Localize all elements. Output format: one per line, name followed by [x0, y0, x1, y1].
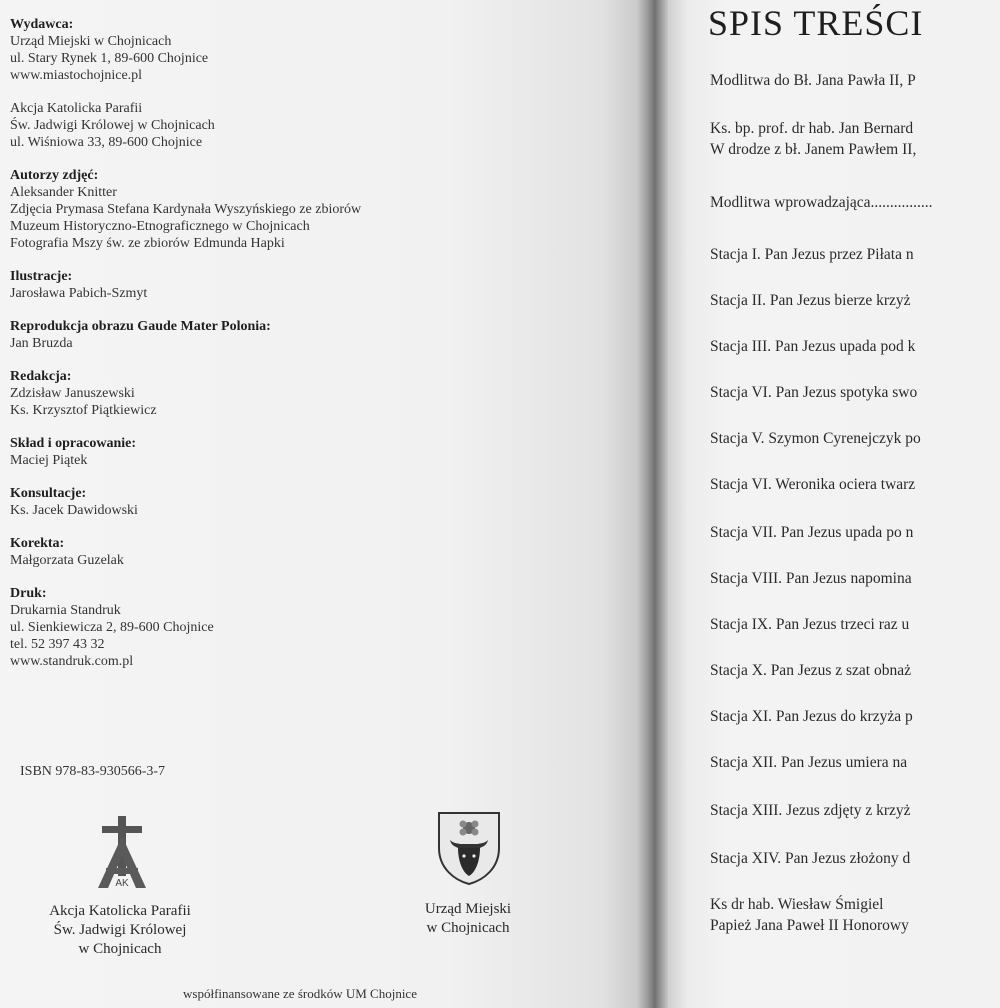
- credit-line: Maciej Piątek: [10, 453, 88, 468]
- toc-entry-line: Stacja V. Szymon Cyrenejczyk po: [710, 430, 921, 447]
- credit-heading: Reprodukcja obrazu Gaude Mater Polonia:: [10, 319, 271, 334]
- credit-heading: Korekta:: [10, 536, 65, 551]
- credit-line: Jan Bruzda: [10, 336, 73, 351]
- credit-line: www.miastochojnice.pl: [10, 68, 143, 83]
- credit-line: Muzeum Historyczno-Etnograficznego w Chojnicach: [10, 219, 310, 234]
- credit-line: Aleksander Knitter: [10, 185, 117, 200]
- credit-block: [10, 16, 610, 84]
- credit-line: ul. Wiśniowa 33, 89-600 Chojnice: [10, 135, 203, 150]
- toc-entry-line: Stacja X. Pan Jezus z szat obnaż: [710, 662, 912, 679]
- isbn: ISBN 978-83-930566-3-7: [20, 764, 166, 779]
- toc-entry: [710, 752, 907, 773]
- credit-line: Zdjęcia Prymasa Stefana Kardynała Wyszyńskiego ze zbiorów: [10, 202, 362, 217]
- credit-line: ul. Sienkiewicza 2, 89-600 Chojnice: [10, 620, 214, 635]
- toc-entry-line: Stacja VII. Pan Jezus upada po n: [710, 524, 914, 541]
- svg-text:AK: AK: [115, 878, 129, 889]
- toc-entry: [710, 522, 913, 543]
- toc-entry-line: Stacja I. Pan Jezus przez Piłata n: [710, 246, 914, 263]
- credit-block: [10, 585, 610, 670]
- akcja-katolicka-caption: [0, 902, 240, 959]
- toc-entry: [710, 660, 911, 681]
- credit-block: [10, 100, 610, 151]
- credit-line: Fotografia Mszy św. ze zbiorów Edmunda Hapki: [10, 236, 285, 251]
- credit-line: www.standruk.com.pl: [10, 654, 134, 669]
- toc-entry-line: Stacja XIV. Pan Jezus złożony d: [710, 850, 911, 867]
- toc-entry: [710, 894, 909, 936]
- toc-entry-line: Stacja II. Pan Jezus bierze krzyż: [710, 292, 911, 309]
- credit-heading: Autorzy zdjęć:: [10, 168, 99, 183]
- book-gutter: [636, 0, 670, 1008]
- toc-title: SPIS TREŚCI: [708, 3, 924, 43]
- toc-entry: [710, 336, 915, 357]
- toc-entry: [710, 118, 916, 160]
- toc-entry: [710, 474, 915, 495]
- toc-entry-line: Stacja VI. Pan Jezus spotyka swo: [710, 384, 918, 401]
- toc-entry-line: Modlitwa do Bł. Jana Pawła II, P: [710, 72, 916, 89]
- toc-entry-line: Stacja VI. Weronika ociera twarz: [710, 476, 916, 493]
- credit-line: Ks. Krzysztof Piątkiewicz: [10, 403, 157, 418]
- toc-entry-line: Ks dr hab. Wiesław Śmigiel: [710, 896, 884, 913]
- caption-line: w Chojnicach: [78, 941, 162, 957]
- caption-line: Św. Jadwigi Królowej: [53, 922, 187, 938]
- toc-entry-line: Stacja XI. Pan Jezus do krzyża p: [710, 708, 913, 725]
- credit-block: [10, 318, 610, 352]
- toc-entry-line: Stacja III. Pan Jezus upada pod k: [710, 338, 916, 355]
- credit-block: [10, 268, 610, 302]
- credit-line: Małgorzata Guzelak: [10, 553, 124, 568]
- toc-entry: [710, 614, 909, 635]
- credit-block: [10, 535, 610, 569]
- credit-heading: Skład i opracowanie:: [10, 436, 137, 451]
- credit-heading: Redakcja:: [10, 369, 72, 384]
- credit-block: [10, 167, 610, 252]
- akcja-katolicka-logo: [92, 814, 152, 890]
- credits-list: [10, 16, 610, 686]
- credit-line: tel. 52 397 43 32: [10, 637, 105, 652]
- caption-line: Urząd Miejski: [424, 901, 512, 917]
- urzad-miejski-caption: [388, 900, 548, 938]
- credit-line: Akcja Katolicka Parafii: [10, 101, 143, 116]
- caption-line: w Chojnicach: [426, 920, 510, 936]
- credit-heading: Druk:: [10, 586, 47, 601]
- coat-of-arms-icon: [436, 810, 502, 886]
- toc-entry: [710, 848, 910, 869]
- credit-block: [10, 485, 610, 519]
- toc-entry-line: Stacja XIII. Jezus zdjęty z krzyż: [710, 802, 911, 819]
- toc-entry: [710, 800, 911, 821]
- credit-line: Św. Jadwigi Królowej w Chojnicach: [10, 118, 215, 133]
- toc-entry: [710, 428, 921, 449]
- credit-heading: Wydawca:: [10, 17, 74, 32]
- credit-line: Ks. Jacek Dawidowski: [10, 503, 138, 518]
- toc-entry: [710, 568, 912, 589]
- toc-entry: [710, 382, 917, 403]
- credit-line: Zdzisław Januszewski: [10, 386, 135, 401]
- toc-entry-line: Modlitwa wprowadzająca................: [710, 194, 933, 211]
- toc-entry-line: Stacja XII. Pan Jezus umiera na: [710, 754, 908, 771]
- toc-entry-line: Papież Jana Paweł II Honorowy: [710, 917, 909, 934]
- credit-heading: Konsultacje:: [10, 486, 87, 501]
- credit-line: Jarosława Pabich-Szmyt: [10, 286, 148, 301]
- toc-entry-line: Stacja IX. Pan Jezus trzeci raz u: [710, 616, 910, 633]
- right-page: [668, 0, 1000, 1008]
- toc-entry: [710, 290, 911, 311]
- cofinance-note: współfinansowane ze środków UM Chojnice: [183, 986, 417, 1001]
- toc-entry-line: Stacja VIII. Pan Jezus napomina: [710, 570, 912, 587]
- toc-entry: [710, 706, 913, 727]
- credit-line: ul. Stary Rynek 1, 89-600 Chojnice: [10, 51, 209, 66]
- credit-line: Urząd Miejski w Chojnicach: [10, 34, 172, 49]
- toc-entry: [710, 70, 916, 91]
- credit-block: [10, 435, 610, 469]
- credit-heading: Ilustracje:: [10, 269, 73, 284]
- toc-entry-line: W drodze z bł. Janem Pawłem II,: [710, 141, 917, 158]
- credit-line: Drukarnia Standruk: [10, 603, 121, 618]
- caption-line: Akcja Katolicka Parafii: [49, 903, 191, 919]
- toc-entry-line: Ks. bp. prof. dr hab. Jan Bernard: [710, 120, 914, 137]
- toc-entry: [710, 192, 933, 213]
- toc-entry: [710, 244, 914, 265]
- credit-block: [10, 368, 610, 419]
